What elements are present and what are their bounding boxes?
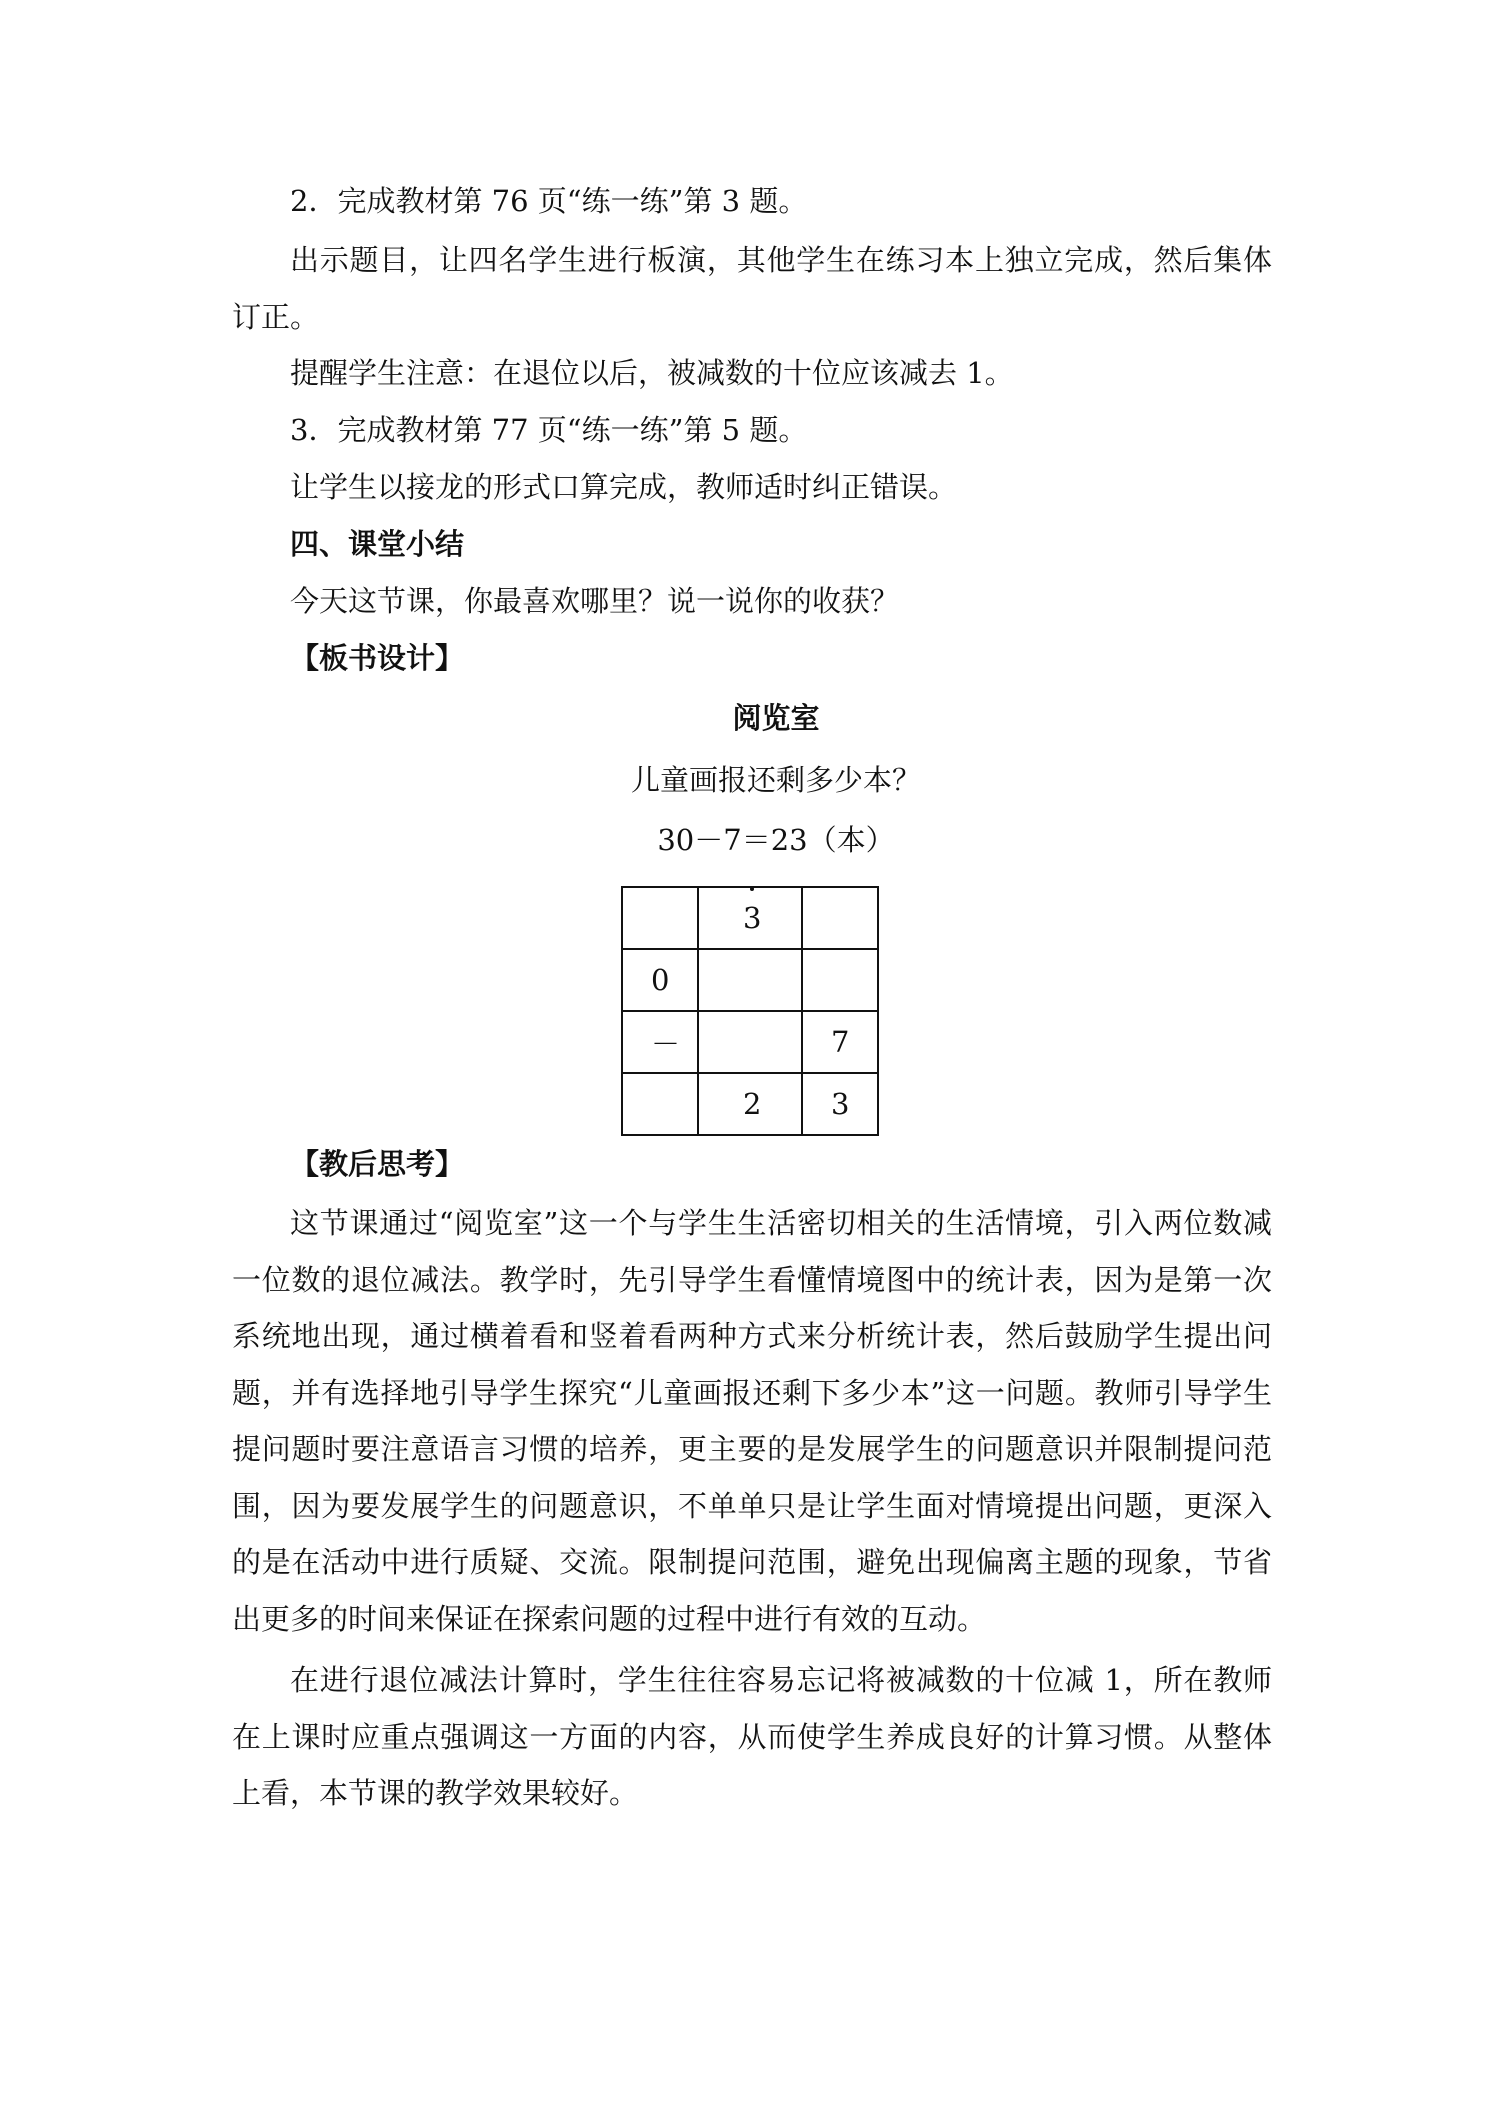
reflection-heading: 【教后思考】 — [290, 1147, 465, 1181]
reflection-paragraph-1: 这节课通过“阅览室”这一个与学生生活密切相关的生活情境，引入两位数减一位数的退位减法。教学时，先引导学生看懂情境图中的统计表，因为是第一次系统地出现，通过横着看和竖着看两种方式来分析统计表，然后鼓励学生提出问题，并有选择地引导学生探究“儿童画报还剩下多少本”这一问题。教师引导学生提问题时要注意语言习惯的培养，更主要的是发展学生的问题意识并限制提问范围，因为要发展学生的问题意识，不单单只是让学生面对情境提出问题，更深入的是在活动中进行质疑、交流。限制提问范围，避免出现偏离主题的现象，节省出更多的时间来保证在探索问题的过程中进行有效的互动。 — [232, 1206, 1272, 1636]
reflection-paragraph-2: 在进行退位减法计算时，学生往往容易忘记将被减数的十位减 1，所在教师在上课时应重点强调这一方面的内容，从而使学生养成良好的计算习惯。从整体上看，本节课的教学效果较好。 — [232, 1663, 1272, 1810]
grid-cell: － — [622, 1011, 698, 1073]
section-heading-summary: 四、课堂小结 — [290, 527, 465, 561]
exercise-item-2-note: 提醒学生注意：在退位以后，被减数的十位应该减去 1。 — [290, 356, 1014, 390]
grid-cell: 0 — [622, 949, 698, 1011]
grid-row — [622, 1011, 878, 1073]
grid-cell — [622, 1073, 698, 1135]
board-design-heading: 【板书设计】 — [290, 641, 465, 675]
board-title: 阅览室 — [732, 701, 820, 735]
grid-row — [622, 949, 878, 1011]
grid-cell — [698, 949, 802, 1011]
grid-cell: 7 — [802, 1011, 878, 1073]
borrow-digit: 3 — [743, 901, 761, 935]
grid-cell — [698, 1011, 802, 1073]
grid-cell: 3 — [802, 1073, 878, 1135]
borrow-dot-icon — [750, 887, 754, 891]
exercise-item-3-description: 让学生以接龙的形式口算完成，教师适时纠正错误。 — [290, 470, 958, 504]
grid-cell — [698, 887, 802, 949]
exercise-item-2: 2．完成教材第 76 页“练一练”第 3 题。 — [290, 184, 808, 218]
grid-cell — [622, 887, 698, 949]
grid-cell: 2 — [698, 1073, 802, 1135]
board-question: 儿童画报还剩多少本？ — [630, 763, 921, 797]
board-equation: 30－7＝23（本） — [657, 823, 895, 857]
exercise-item-3: 3．完成教材第 77 页“练一练”第 5 题。 — [290, 413, 808, 447]
grid-cell — [802, 887, 878, 949]
vertical-subtraction-grid — [621, 886, 879, 1136]
exercise-item-2-description: 出示题目，让四名学生进行板演，其他学生在练习本上独立完成，然后集体订正。 — [232, 243, 1272, 334]
summary-text: 今天这节课，你最喜欢哪里？说一说你的收获？ — [290, 584, 900, 618]
grid-cell — [802, 949, 878, 1011]
grid-row — [622, 1073, 878, 1135]
grid-row — [622, 887, 878, 949]
